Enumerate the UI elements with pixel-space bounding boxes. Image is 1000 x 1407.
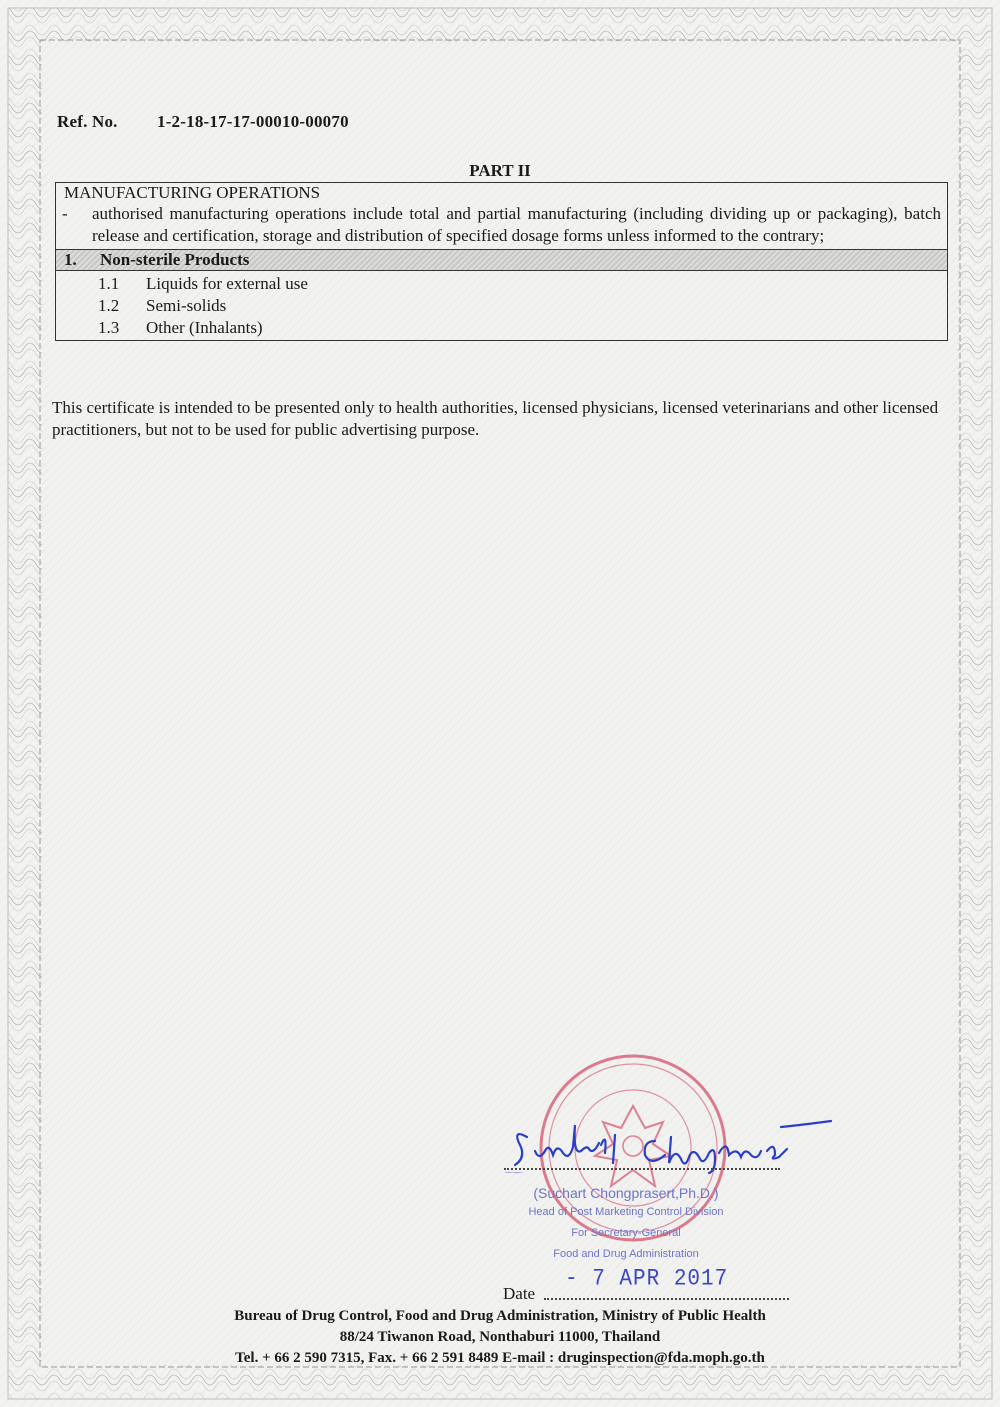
section-header-non-sterile: [56, 249, 947, 271]
footer-line-3: Tel. + 66 2 590 7315, Fax. + 66 2 591 8489 E-mail : druginspection@fda.moph.go.th: [235, 1350, 765, 1366]
list-item: [56, 317, 947, 339]
list-item: [56, 295, 947, 317]
signature-text: Suchart Chongprasert: [505, 1172, 523, 1174]
item-label: Semi-solids: [146, 296, 227, 315]
date-stamp: - 7 APR 2017: [565, 1266, 729, 1293]
operations-heading: MANUFACTURING OPERATIONS: [64, 183, 321, 202]
footer-line-1: Bureau of Drug Control, Food and Drug Administration, Ministry of Public Health: [234, 1308, 766, 1324]
section-title: Non-sterile Products: [100, 250, 250, 269]
signer-stamp: [511, 1184, 741, 1265]
section-number: 1.: [64, 250, 77, 269]
ref-value: 1-2-18-17-17-00010-00070: [157, 112, 349, 131]
reference-number: [57, 112, 349, 132]
footer-address: [0, 1306, 1000, 1369]
list-item: [56, 273, 947, 295]
date-label: Date: [503, 1284, 536, 1303]
manufacturing-operations-table: [55, 182, 948, 341]
signer-name: (Suchart Chongprasert,Ph.D.): [533, 1185, 719, 1201]
signer-title: Head of Post Marketing Control Division: [528, 1206, 724, 1218]
item-label: Other (Inhalants): [146, 318, 263, 337]
item-number: 1.3: [98, 318, 120, 337]
operations-description-text: authorised manufacturing operations include total and partial manufacturing (including dividing up or packaging), batch release and certification, storage and distribution of specified dosage forms unless informed to the contrary;: [92, 204, 941, 245]
signer-organization: Food and Drug Administration: [553, 1248, 699, 1260]
date-line: [544, 1298, 789, 1300]
usage-notice: This certificate is intended to be presented only to health authorities, licensed physicians, licensed veterinarians and other licensed practitioners, but not to be used for public advertising purpose.: [52, 398, 939, 439]
signature-line: [504, 1168, 780, 1170]
bullet-dash: -: [62, 204, 68, 223]
operations-description: [56, 203, 947, 249]
dosage-form-list: [56, 271, 947, 340]
footer-line-2: 88/24 Tiwanon Road, Nonthaburi 11000, Thailand: [339, 1329, 661, 1345]
item-number: 1.1: [98, 274, 120, 293]
signer-for: For Secretary-General: [571, 1227, 681, 1239]
ref-label: Ref. No.: [57, 112, 118, 131]
item-label: Liquids for external use: [146, 274, 308, 293]
handwritten-signature: [505, 1115, 845, 1175]
item-number: 1.2: [98, 296, 120, 315]
part-title: PART II: [469, 161, 531, 180]
